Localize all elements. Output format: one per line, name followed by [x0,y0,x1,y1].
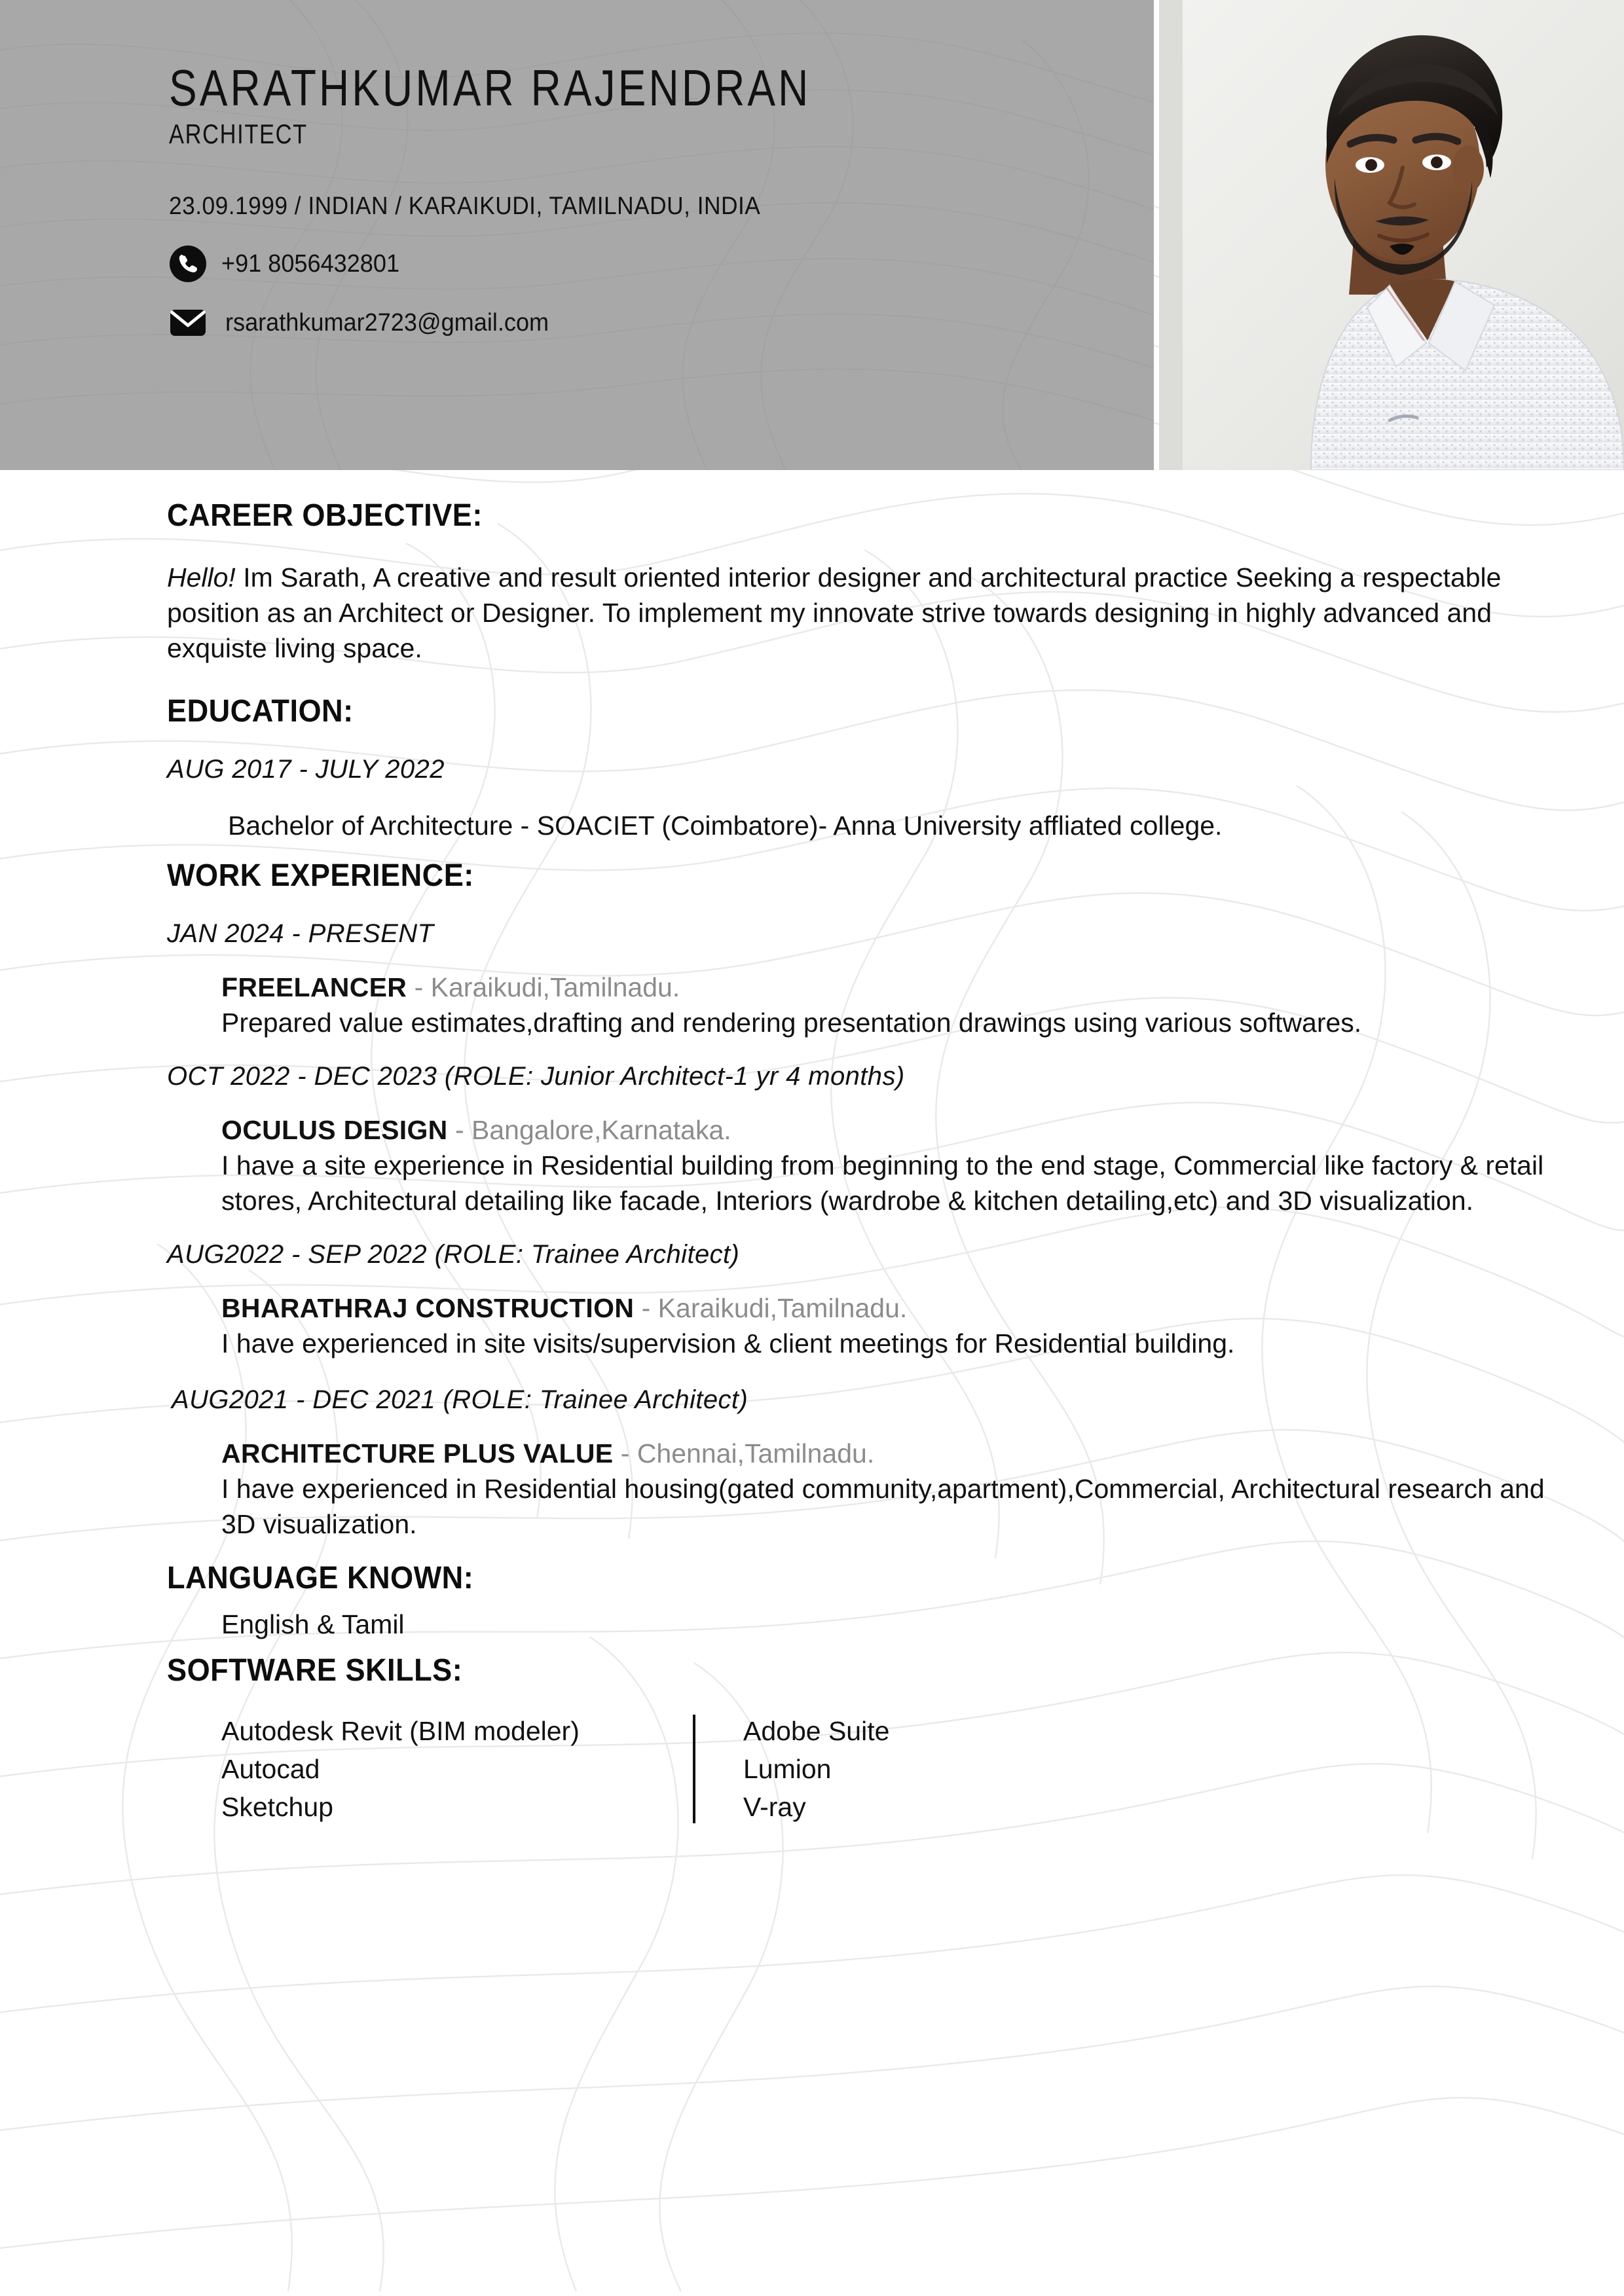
email-icon [169,304,207,342]
work-description: I have experienced in Residential housing(gated community,apartment),Commercial, Architectural research and 3D visualization. [221,1474,1545,1539]
work-location: Chennai,Tamilnadu. [637,1438,875,1468]
work-entry [221,1112,1551,1218]
work-separator: - [634,1293,658,1323]
email-contact-row [169,304,1118,342]
career-objective-body: Im Sarath, A creative and result oriented interior designer and architectural practice Seeking a respectable position as an Architect or Designer. To implement my innovate strive towards designing in highly advanced and exquiste living space. [167,562,1502,663]
work-entry-header [221,1112,1551,1148]
work-entry-header [221,1436,1551,1471]
work-description: I have a site experience in Residential building from beginning to the end stage, Commercial like factory & retail stores, Architectural detailing like facade, Interiors (wardrobe & kitchen detailing,etc) and 3D visualization. [221,1150,1544,1216]
education-date-range: AUG 2017 - JULY 2022 [167,755,445,784]
work-separator: - [407,972,431,1002]
work-date-range: JAN 2024 - PRESENT [167,919,434,948]
work-date-range: OCT 2022 - DEC 2023 (ROLE: Junior Architect-1 yr 4 months) [167,1062,905,1091]
career-objective-text [167,560,1549,666]
work-org-name: ARCHITECTURE PLUS VALUE [221,1438,614,1468]
skill-item: Autocad [221,1754,320,1784]
work-org-name: BHARATHRAJ CONSTRUCTION [221,1293,635,1323]
work-entry [221,970,1551,1040]
section-title-education: EDUCATION: [167,694,354,729]
page-title: SARATHKUMAR RAJENDRAN [169,59,811,117]
work-entry [221,1290,1551,1361]
personal-details-line: 23.09.1999 / INDIAN / KARAIKUDI, TAMILNADU, INDIA [169,192,761,220]
language-value: English & Tamil [221,1609,405,1639]
job-role-subtitle: ARCHITECT [169,118,308,149]
software-skills-column-right [695,1712,889,1826]
work-entry [221,1436,1551,1542]
section-title-software-skills: SOFTWARE SKILLS: [167,1653,463,1688]
work-description: I have experienced in site visits/supervision & client meetings for Residential building. [221,1328,1235,1358]
software-skills-column-left [221,1712,693,1826]
work-location: Karaikudi,Tamilnadu. [430,972,680,1002]
work-entry-header [221,1290,1551,1326]
work-description: Prepared value estimates,drafting and rendering presentation drawings using various softwares. [221,1008,1362,1038]
phone-contact-row [169,245,1118,283]
skill-item: Adobe Suite [743,1716,890,1746]
work-separator: - [613,1438,637,1468]
career-objective-greeting: Hello! [167,562,236,592]
phone-number-text: +91 8056432801 [221,250,400,278]
work-date-range: AUG2022 - SEP 2022 (ROLE: Trainee Architect) [167,1240,740,1269]
section-title-language-known: LANGUAGE KNOWN: [167,1561,474,1595]
work-entry-header [221,970,1551,1005]
skill-item: Lumion [743,1754,832,1784]
work-location: Bangalore,Karnataka. [471,1115,731,1145]
work-org-name: OCULUS DESIGN [221,1115,448,1145]
header-content [169,60,1118,342]
skill-item: V-ray [743,1792,806,1822]
resume-body [0,470,1624,1826]
profile-photo [1159,0,1624,470]
education-degree-detail: Bachelor of Architecture - SOACIET (Coimbatore)- Anna University affliated college. [228,811,1223,841]
skill-item: Autodesk Revit (BIM modeler) [221,1716,580,1746]
work-org-name: FREELANCER [221,972,407,1002]
work-date-range: AUG2021 - DEC 2021 (ROLE: Trainee Architect) [172,1385,748,1414]
work-separator: - [447,1115,472,1145]
skill-item: Sketchup [221,1792,333,1822]
software-skills-columns [221,1712,1624,1826]
section-title-career-objective: CAREER OBJECTIVE: [167,498,483,533]
section-title-work-experience: WORK EXPERIENCE: [167,858,474,893]
phone-icon [169,245,207,283]
work-location: Karaikudi,Tamilnadu. [657,1293,908,1323]
email-address-text: rsarathkumar2723@gmail.com [225,309,549,337]
